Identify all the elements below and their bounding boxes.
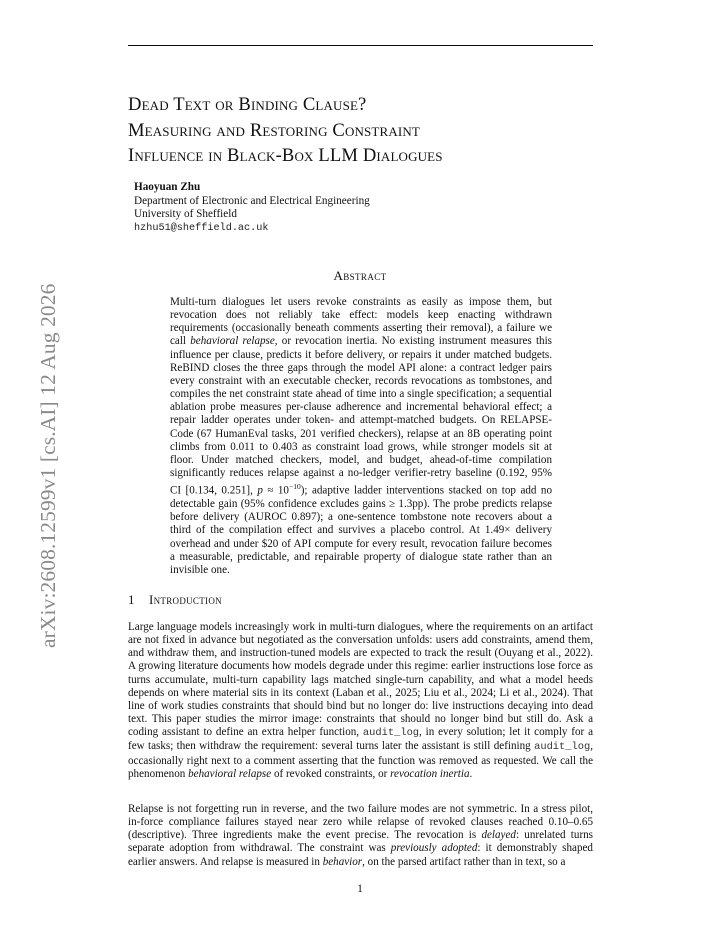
author-email[interactable]: hzhu51@sheffield.ac.uk [134, 222, 269, 234]
abstract-heading: Abstract [333, 268, 387, 283]
section-title: Introduction [149, 592, 222, 607]
top-rule [128, 45, 593, 46]
term-behavioral-relapse: behavioral relapse [190, 335, 275, 348]
intro-paragraph-2: Relapse is not forgetting run in reverse, and the two failure modes are not symmetric. In a stress pilot, in-force compliance failures stayed near zero while relapse of revoked clauses reached 0.10–0.65 (descriptive). Three ingredients make the event precise. The revocation is delayed: unrelated turns separate adoption from withdrawal. The constraint was previously adopted: it demonstrably shaped earlier answers. And relapse is measured in behavior, on the parsed artifact rather than in text, so a [128, 803, 593, 868]
title-line: Influence in Black-Box LLM Dialogues [128, 145, 443, 166]
section-number: 1 [128, 592, 135, 607]
intro-paragraph-1: Large language models increasingly work in multi-turn dialogues, where the requirements on an artifact are not fixed in advance but negotiated as the conversation unfolds: users add constraints, amend them, and withdraw them, and instruction-tuned models are expected to track the result (Ouyang et al., 2022). A growing literature documents how models degrade under this regime: earlier instructions lose force as turns accumulate, multi-turn capability lags matched single-turn capability, and what a model heeds depends on where material sits in its context (Laban et al., 2025; Liu et al., 2024; Li et al., 2024). That line of work studies constraints that should bind but no longer do: live instructions decaying into dead text. This paper studies the mirror image: constraints that should no longer bind but still do. Ask a coding assistant to define an extra helper function, audit_log, in every solution; let it comply for a few tasks; then withdraw the requirement: several turns later the assistant is still defining audit_log, occasionally right next to a comment asserting that the function was removed as requested. We call the phenomenon behavioral relapse of revoked constraints, or revocation inertia. [128, 621, 593, 780]
page-number: 1 [357, 883, 363, 895]
author-department: Department of Electronic and Electrical Engineering [134, 194, 370, 207]
author-block [134, 181, 370, 235]
title-line: Dead Text or Binding Clause? [128, 94, 367, 115]
paper-title [128, 92, 598, 169]
author-university: University of Sheffield [134, 208, 237, 220]
abstract-text: Multi-turn dialogues let users revoke constraints as easily as impose them, but revocation does not reliably take effect: models keep enacting withdrawn requirements (occasionally beneath comments asserting their removal), a failure we call behavioral relapse, or revocation inertia. No existing instrument measures this influence per clause, predicts it before delivery, or repairs it under matched budgets. ReBIND closes the three gaps through the model API alone: a contract ledger pairs every constraint with an executable checker, records revocations as tombstones, and compiles the net constraint state ahead of time into a single specification; a sequential ablation probe measures per-clause adherence and incremental behavioral effect; a repair ladder operates under token- and attempt-matched budgets. On RELAPSE-Code (67 HumanEval tasks, 201 verified checkers), relapse at an 8B operating point climbs from 0.011 to 0.403 as constraint load grows, while stronger models sit at floor. Under matched checkers, model, and budget, ahead-of-time compilation significantly reduces relapse against a no-ledger verifier-retry baseline (0.192, 95% CI [0.134, 0.251], $p \approx 10^{-10}$); adaptive ladder interventions stacked on top add no detectable gain (95% confidence excludes gains ≥ 1.3pp). The probe predicts relapse before delivery (AUROC 0.897); a one-sentence tombstone note recovers about a third of the compilation effect and survives a placebo control. At 1.49× delivery overhead and under $20 of API compute for every result, revocation failure becomes a measurable, predictable, and repairable property of dialogue state rather than an invisible one. [170, 296, 553, 576]
inline-code: audit_log [534, 741, 591, 754]
section-heading [128, 592, 222, 608]
title-line: Measuring and Restoring Constraint [128, 119, 420, 141]
author-name: Haoyuan Zhu [134, 181, 201, 193]
arxiv-stamp[interactable]: arXiv:2608.12599v1 [cs.AI] 12 Aug 2026 [36, 283, 60, 648]
inline-code: audit_log [362, 727, 420, 740]
